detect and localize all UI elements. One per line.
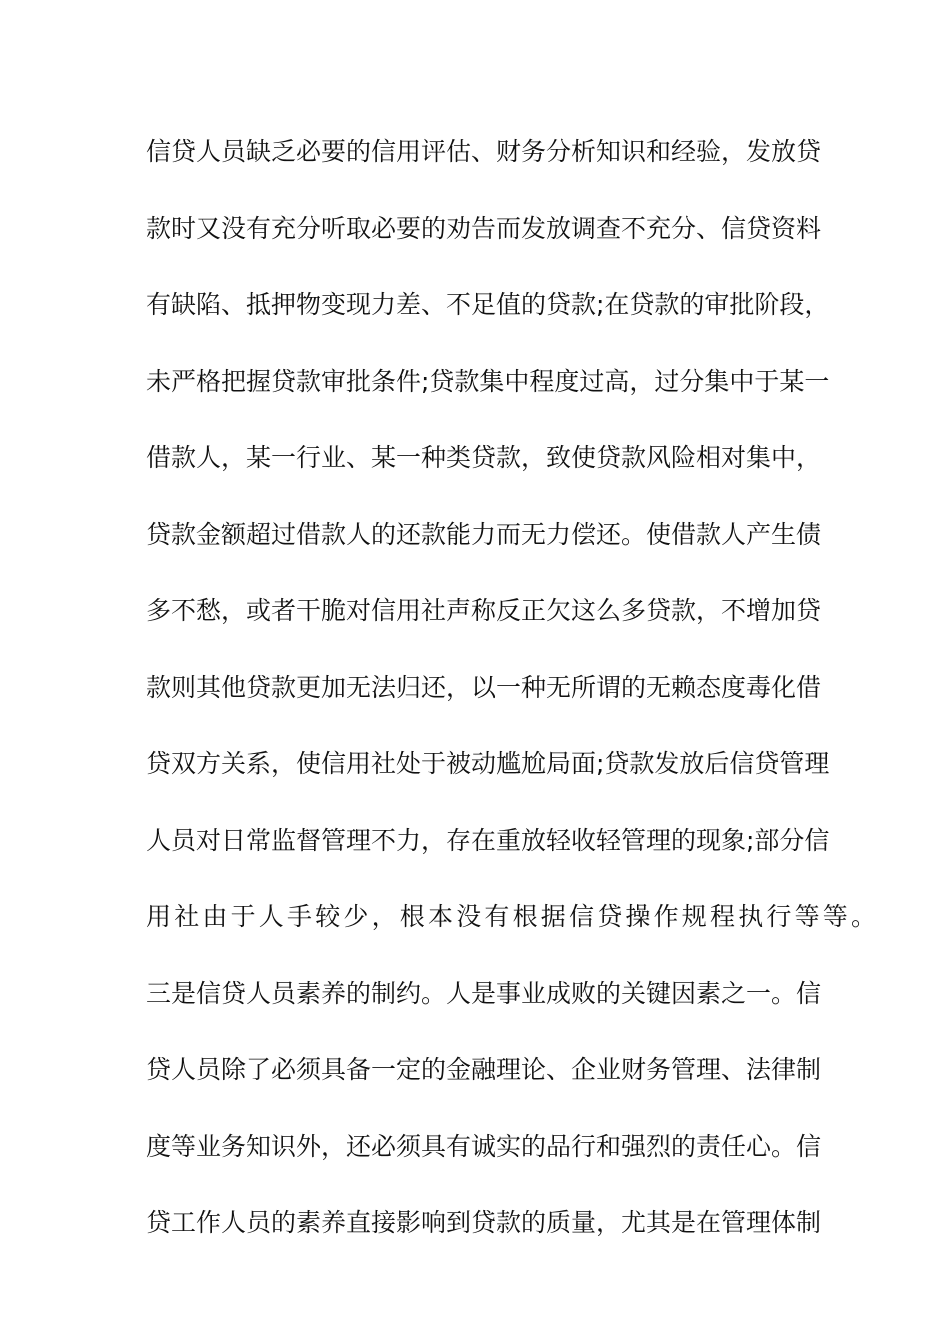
text-line: 有缺陷、抵押物变现力差、不足值的贷款;在贷款的审批阶段， bbox=[146, 290, 830, 319]
paragraph-end-line: 用社由于人手较少，根本没有根据信贷操作规程执行等等。 bbox=[146, 902, 880, 931]
text-line: 度等业务知识外，还必须具有诚实的品行和强烈的责任心。信 bbox=[146, 1131, 822, 1161]
text-line: 款则其他贷款更加无法归还，以一种无所谓的无赖态度毒化借 bbox=[146, 672, 822, 702]
text-line: 信贷人员缺乏必要的信用评估、财务分析知识和经验，发放贷 bbox=[146, 137, 822, 166]
text-line: 人员对日常监督管理不力，存在重放轻收轻管理的现象;部分信 bbox=[146, 825, 830, 855]
text-line: 贷工作人员的素养直接影响到贷款的质量，尤其是在管理体制 bbox=[146, 1208, 822, 1237]
text-line: 借款人，某一行业、某一种类贷款，致使贷款风险相对集中， bbox=[146, 443, 822, 472]
text-line: 贷款金额超过借款人的还款能力而无力偿还。使借款人产生债 bbox=[146, 519, 822, 549]
text-line: 多不愁，或者干脆对信用社声称反正欠这么多贷款，不增加贷 bbox=[146, 596, 822, 625]
body-text bbox=[146, 128, 880, 1276]
text-line: 款时又没有充分听取必要的劝告而发放调查不充分、信贷资料 bbox=[146, 213, 822, 243]
text-line: 三是信贷人员素养的制约。人是事业成败的关键因素之一。信 bbox=[146, 978, 822, 1008]
text-line: 未严格把握贷款审批条件;贷款集中程度过高，过分集中于某一 bbox=[146, 366, 830, 396]
text-line: 贷人员除了必须具备一定的金融理论、企业财务管理、法律制 bbox=[146, 1055, 822, 1084]
text-line: 贷双方关系，使信用社处于被动尴尬局面;贷款发放后信贷管理 bbox=[146, 749, 830, 778]
